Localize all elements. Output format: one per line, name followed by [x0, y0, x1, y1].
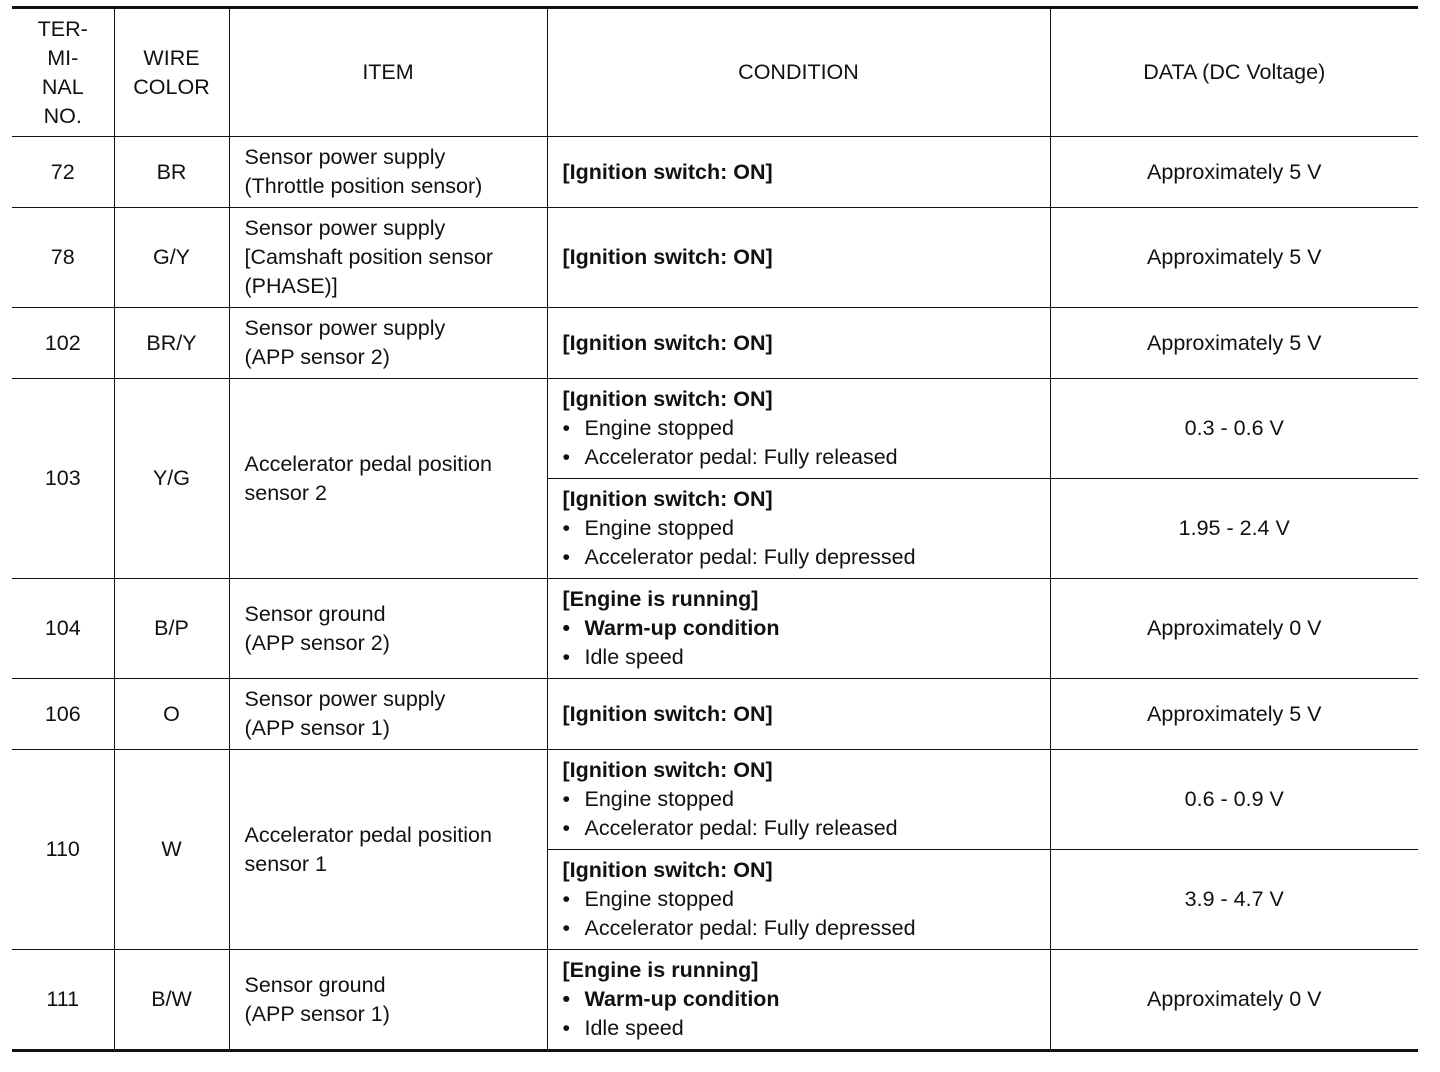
wire-color-cell: O [114, 679, 229, 750]
bullet-dot-icon: • [562, 616, 571, 640]
dc-voltage-cell: Approximately 5 V [1050, 208, 1418, 308]
item-line: Sensor ground [244, 601, 386, 626]
header-condition: CONDITION [547, 8, 1050, 137]
table-row [12, 379, 1418, 479]
terminal-table-container [12, 6, 1418, 1052]
bullet-dot-icon: • [562, 645, 571, 669]
dc-voltage-cell: 0.3 - 0.6 V [1050, 379, 1418, 479]
header-terminal-line: NO. [43, 103, 82, 128]
condition-cell [547, 750, 1050, 850]
condition-bullet-text: Warm-up condition [584, 616, 780, 640]
condition-bullet-text: Accelerator pedal: Fully released [584, 445, 898, 469]
terminal-number-cell: 104 [12, 579, 114, 679]
item-cell [229, 137, 547, 208]
condition-bullet [563, 543, 1036, 572]
wire-color-cell: W [114, 750, 229, 950]
terminal-number-cell: 110 [12, 750, 114, 950]
terminal-number-cell: 111 [12, 950, 114, 1051]
item-line: (APP sensor 1) [244, 1001, 390, 1026]
ecm-terminal-table [12, 6, 1418, 1052]
item-cell [229, 379, 547, 579]
condition-title: [Ignition switch: ON] [562, 487, 773, 511]
condition-title: [Ignition switch: ON] [562, 858, 773, 882]
dc-voltage-cell: 3.9 - 4.7 V [1050, 850, 1418, 950]
item-line: (Throttle position sensor) [244, 174, 483, 198]
header-row [12, 8, 1418, 137]
wire-color-cell: G/Y [114, 208, 229, 308]
item-line: sensor 1 [244, 851, 327, 876]
condition-bullet-text: Engine stopped [584, 887, 734, 911]
dc-voltage-cell: Approximately 5 V [1050, 137, 1418, 208]
condition-cell [547, 479, 1050, 579]
condition-bullet-text: Idle speed [584, 1016, 684, 1040]
condition-bullet-text: Idle speed [584, 645, 684, 669]
table-row [12, 679, 1418, 750]
header-wire-line: WIRE [143, 45, 200, 70]
condition-title: [Engine is running] [562, 587, 759, 611]
condition-title: [Ignition switch: ON] [562, 387, 773, 411]
bullet-dot-icon: • [562, 887, 571, 911]
dc-voltage-cell: Approximately 5 V [1050, 308, 1418, 379]
terminal-number-cell: 72 [12, 137, 114, 208]
table-body [12, 137, 1418, 1051]
header-wire-line: COLOR [133, 74, 210, 99]
condition-cell [547, 308, 1050, 379]
wire-color-cell: B/W [114, 950, 229, 1051]
terminal-number-cell: 106 [12, 679, 114, 750]
condition-bullet [563, 785, 1036, 814]
header-data: DATA (DC Voltage) [1050, 8, 1418, 137]
condition-bullet-text: Engine stopped [584, 787, 734, 811]
item-line: Sensor ground [244, 972, 386, 997]
condition-cell [547, 950, 1050, 1051]
header-item: ITEM [229, 8, 547, 137]
wire-color-cell: B/P [114, 579, 229, 679]
condition-cell [547, 579, 1050, 679]
item-cell [229, 208, 547, 308]
table-row [12, 750, 1418, 850]
condition-bullet [563, 614, 1036, 643]
terminal-number-cell: 78 [12, 208, 114, 308]
bullet-dot-icon: • [562, 916, 571, 940]
item-line: (PHASE)] [244, 274, 338, 298]
item-line: Accelerator pedal position [244, 451, 492, 476]
condition-bullet-text: Engine stopped [584, 516, 734, 540]
bullet-dot-icon: • [562, 545, 571, 569]
condition-bullet [563, 1014, 1036, 1043]
condition-title: [Engine is running] [562, 958, 759, 982]
bullet-dot-icon: • [562, 1016, 571, 1040]
table-row [12, 579, 1418, 679]
condition-bullet [563, 643, 1036, 672]
item-cell [229, 679, 547, 750]
item-cell [229, 950, 547, 1051]
condition-bullet-text: Accelerator pedal: Fully depressed [584, 545, 916, 569]
header-terminal-line: NAL [41, 74, 84, 99]
condition-title: [Ignition switch: ON] [562, 159, 773, 184]
table-row [12, 950, 1418, 1051]
header-wire-color [114, 8, 229, 137]
item-line: Sensor power supply [244, 316, 446, 340]
condition-bullet [563, 514, 1036, 543]
item-cell [229, 579, 547, 679]
item-line: sensor 2 [244, 480, 327, 505]
condition-bullet [563, 814, 1036, 843]
item-line: Sensor power supply [244, 145, 446, 169]
item-line: (APP sensor 2) [244, 630, 390, 655]
dc-voltage-cell: Approximately 0 V [1050, 950, 1418, 1051]
bullet-dot-icon: • [562, 787, 571, 811]
table-row [12, 208, 1418, 308]
item-line: (APP sensor 1) [244, 716, 390, 740]
wire-color-cell: BR [114, 137, 229, 208]
item-cell [229, 750, 547, 950]
condition-title: [Ignition switch: ON] [562, 758, 773, 782]
table-row [12, 308, 1418, 379]
header-terminal-line: MI- [47, 45, 79, 70]
bullet-dot-icon: • [562, 416, 571, 440]
condition-cell [547, 379, 1050, 479]
terminal-number-cell: 103 [12, 379, 114, 579]
header-terminal-line: TER- [37, 16, 88, 41]
table-row [12, 137, 1418, 208]
item-line: Accelerator pedal position [244, 822, 492, 847]
bullet-dot-icon: • [562, 987, 571, 1011]
dc-voltage-cell: 0.6 - 0.9 V [1050, 750, 1418, 850]
wire-color-cell: Y/G [114, 379, 229, 579]
condition-title: [Ignition switch: ON] [562, 330, 773, 355]
condition-cell [547, 679, 1050, 750]
condition-bullet [563, 914, 1036, 943]
item-cell [229, 308, 547, 379]
bullet-dot-icon: • [562, 445, 571, 469]
condition-bullet [563, 885, 1036, 914]
condition-cell [547, 208, 1050, 308]
item-line: [Camshaft position sensor [244, 245, 494, 269]
condition-title: [Ignition switch: ON] [562, 245, 773, 269]
condition-cell [547, 850, 1050, 950]
bullet-dot-icon: • [562, 816, 571, 840]
condition-title: [Ignition switch: ON] [562, 701, 773, 726]
condition-bullet-text: Warm-up condition [584, 987, 780, 1011]
terminal-number-cell: 102 [12, 308, 114, 379]
condition-cell [547, 137, 1050, 208]
dc-voltage-cell: Approximately 0 V [1050, 579, 1418, 679]
item-line: Sensor power supply [244, 216, 446, 240]
condition-bullet [563, 985, 1036, 1014]
bullet-dot-icon: • [562, 516, 571, 540]
condition-bullet [563, 443, 1036, 472]
dc-voltage-cell: 1.95 - 2.4 V [1050, 479, 1418, 579]
condition-bullet-text: Accelerator pedal: Fully released [584, 816, 898, 840]
item-line: (APP sensor 2) [244, 345, 390, 369]
header-terminal-no [12, 8, 114, 137]
item-line: Sensor power supply [244, 687, 446, 711]
condition-bullet-text: Engine stopped [584, 416, 734, 440]
condition-bullet-text: Accelerator pedal: Fully depressed [584, 916, 916, 940]
condition-bullet [563, 414, 1036, 443]
dc-voltage-cell: Approximately 5 V [1050, 679, 1418, 750]
wire-color-cell: BR/Y [114, 308, 229, 379]
